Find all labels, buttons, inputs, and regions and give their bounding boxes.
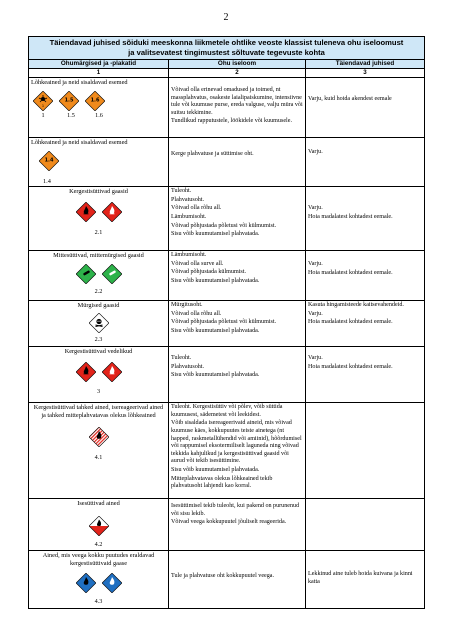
table-row xyxy=(29,251,425,301)
hazard-text: Tuleoht. Kergestisüttiv või põlev, võib süttida kuumusest, sädemetest või leekidest. xyxy=(171,404,283,418)
class-cell xyxy=(29,499,169,551)
guidance-text: Lekkinud aine tuleb hoida kuivana ja kinni katta xyxy=(308,571,413,585)
dangerous-when-wet-blue-icon xyxy=(76,573,96,593)
explosive-1-4-icon xyxy=(39,151,59,171)
page-number: 2 xyxy=(223,12,229,23)
table-row xyxy=(29,78,425,138)
guidance-cell xyxy=(306,347,425,403)
class-code: 1.6 xyxy=(95,111,103,119)
table-row xyxy=(29,138,425,187)
hazard-text: Sisu võib kuumutamisel plahvatada. xyxy=(171,327,260,334)
header-col1: Ohumärgised ja -plakatid xyxy=(29,60,169,69)
class-code: 4.2 xyxy=(94,540,103,548)
hazard-text: Sisu võib kuumutamisel plahvatada. xyxy=(171,231,260,238)
class-code: 4.3 xyxy=(94,598,103,606)
guidance-cell xyxy=(306,251,425,301)
flame-red-white-icon xyxy=(102,202,122,222)
guidance-cell xyxy=(306,403,425,499)
hazard-cell xyxy=(169,187,306,251)
gas-cylinder-green-white-icon xyxy=(102,264,122,284)
hazard-text: Mürgitusoht. xyxy=(171,302,203,309)
hazard-cell xyxy=(169,403,306,499)
hazard-cell xyxy=(169,251,306,301)
skull-toxic-icon xyxy=(89,313,109,333)
label-icons xyxy=(31,567,166,594)
label-icons xyxy=(31,260,166,285)
guidance-text: Hoia madalatest kohtadest eemale. xyxy=(308,213,393,220)
flame-red-icon xyxy=(76,202,96,222)
hazard-text: Võivad põhjustada külmumist. xyxy=(171,269,246,276)
guidance-text: Varju. xyxy=(308,149,323,155)
class-code: 1.4 xyxy=(43,177,51,185)
title-line-1: Täiendavad juhised sõiduki meeskonna liikmetele ohtlike veoste klassist tuleneva ohu iseloomust xyxy=(49,38,404,47)
label-icons xyxy=(31,419,166,448)
guidance-cell xyxy=(306,78,425,138)
guidance-cell xyxy=(306,187,425,251)
explosive-1-5-icon xyxy=(59,91,79,111)
table-row xyxy=(29,499,425,551)
class-cell xyxy=(29,187,169,251)
class-code: 1.5 xyxy=(67,111,75,119)
hazard-text: Võivad olla rõhu all. xyxy=(171,205,222,212)
class-cell xyxy=(29,138,169,187)
hazard-text: Sisu võib kuumutamisel plahvatada. xyxy=(171,277,260,284)
class-cell xyxy=(29,403,169,499)
guidance-table xyxy=(28,36,425,609)
hazard-text: Võivad põhjustada põletusi või külmumist. xyxy=(171,222,277,229)
class-label: Mittesüttivad, mittemürgised gaasid xyxy=(53,252,144,260)
class-code: 2.1 xyxy=(94,228,103,236)
explosive-1-6-icon xyxy=(85,91,105,111)
class-label: Kergestisüttivad tahked ained, isereageerivad ained ja tahked mitteplahvatavas olekus lõhkeained xyxy=(33,404,164,419)
label-icons xyxy=(31,356,166,383)
hazard-text: Mitteplahvatavas olekus lõhkeained tekib plahvatusoht lahjendi kao korral. xyxy=(171,475,273,490)
number-row xyxy=(29,69,425,78)
flammable-solid-striped-icon xyxy=(89,427,109,447)
class-cell xyxy=(29,78,169,138)
flame-red-white-icon xyxy=(102,362,122,382)
table-title xyxy=(29,37,425,60)
class-cell xyxy=(29,347,169,403)
hazard-text: Võivad veega kokkupuutel jõuliselt reageerida. xyxy=(171,519,287,526)
hazard-text: Võivad olla surve all. xyxy=(171,260,224,267)
flame-red-icon xyxy=(76,362,96,382)
guidance-cell xyxy=(306,499,425,551)
class-label: Lõhkeained ja neid sisaldavad esemed xyxy=(31,139,128,146)
hazard-text: Võivad olla rõhu all. xyxy=(171,310,222,317)
header-col2: Ohu iseloom xyxy=(169,60,306,69)
class-label: Kergestisüttivad vedelikud xyxy=(64,348,133,356)
class-code: 1 xyxy=(41,111,45,119)
hazard-text: Tuleoht. xyxy=(171,188,192,195)
dangerous-when-wet-blue-white-icon xyxy=(102,573,122,593)
table-row xyxy=(29,403,425,499)
class-label: Mürgised gaasid xyxy=(77,302,120,310)
hazard-cell xyxy=(169,551,306,609)
gas-cylinder-green-icon xyxy=(76,264,96,284)
hazard-text: Võivad olla erinevad omadused ja toimed, nt massplahvatus, osakeste laialipaiskumine, intensiivne tule või kuumuse purse, ereda valguse, valju müra või suitsu tekkimine. xyxy=(171,87,303,116)
hazard-cell xyxy=(169,301,306,347)
svg-text:1.4: 1.4 xyxy=(44,157,54,164)
guidance-text: Hoia madalatest kohtadest eemale. xyxy=(308,319,393,326)
guidance-cell xyxy=(306,301,425,347)
guidance-text: Varju. xyxy=(308,355,323,362)
hazard-text: Plahvatusoht. xyxy=(171,363,205,370)
table-row xyxy=(29,551,425,609)
hazard-cell xyxy=(169,347,306,403)
label-icons xyxy=(31,196,166,223)
guidance-text: Varju. xyxy=(308,261,323,268)
guidance-text: Varju. xyxy=(308,205,323,212)
guidance-text: Varju, kuid hoida akendest eemale xyxy=(308,96,392,102)
table-row xyxy=(29,187,425,251)
class-label: Ained, mis veega kokku puutudes eraldavad kergestisüttivaid gaase xyxy=(42,552,155,567)
class-cell xyxy=(29,251,169,301)
class-cell xyxy=(29,551,169,609)
hazard-cell xyxy=(169,138,306,187)
class-label: Lõhkeained ja neid sisaldavad esemed xyxy=(31,79,128,86)
guidance-text: Hoia madalatest kohtadest eemale. xyxy=(308,269,393,276)
class-code: 3 xyxy=(96,387,101,395)
label-icons xyxy=(31,310,166,334)
column-number-2: 2 xyxy=(169,69,306,78)
hazard-text: Lämbumisoht. xyxy=(171,213,207,220)
label-icons xyxy=(31,508,166,537)
hazard-text: Tundlikud rapputustele, löökidele või kuumusele. xyxy=(171,118,292,125)
hazard-text: Isesüttimisel tekib tuleoht, kui pakend on purunenud või sisu lekib. xyxy=(171,503,300,517)
hazard-text: Võib sisaldada isereageerivaid aineid, mis võivad kuumuse käes, kokkupuutes teiste ainetega (nt happed, raskmetallühendid või amiinid), hõõrdumisel või rappumisel eksotermiliselt laguneda ning võivad tekkida kahjulikud ja kergestisüttivad gaasid või aurud või tekib isesüttimine. xyxy=(171,420,302,465)
hazard-text: Tule ja plahvatuse oht kokkupuutel veega. xyxy=(171,573,275,580)
hazard-text: Kerge plahvatuse ja süttimise oht. xyxy=(171,151,254,157)
label-icons xyxy=(31,147,166,172)
hazard-cell xyxy=(169,78,306,138)
class-codes xyxy=(31,112,166,120)
hazard-text: Sisu võib kuumutamisel plahvatada. xyxy=(171,372,260,379)
class-cell xyxy=(29,301,169,347)
guidance-text: Kasuta hingamisteede kaitsevahendeid. xyxy=(308,302,404,309)
class-code: 2.2 xyxy=(94,287,103,295)
class-code: 2.3 xyxy=(94,335,103,343)
hazard-text: Sisu võib kuumutamisel plahvatada. xyxy=(171,466,260,473)
explosive-1-icon xyxy=(33,91,53,111)
class-label: Isesüttivad ained xyxy=(77,500,120,508)
table-row xyxy=(29,301,425,347)
guidance-cell xyxy=(306,551,425,609)
hazard-text: Võivad põhjustada põletusi või külmumist. xyxy=(171,319,277,326)
guidance-text: Hoia madalatest kohtadest eemale. xyxy=(308,363,393,370)
class-label: Kergestisüttivad gaasid xyxy=(69,188,128,196)
guidance-text: Varju. xyxy=(308,310,323,317)
spontaneously-combustible-icon xyxy=(89,516,109,536)
table-row xyxy=(29,347,425,403)
svg-text:1.5: 1.5 xyxy=(64,97,74,104)
title-row xyxy=(29,37,425,60)
label-icons xyxy=(31,87,166,112)
column-number-3: 3 xyxy=(306,69,425,78)
class-code: 4.1 xyxy=(94,454,103,462)
guidance-cell xyxy=(306,138,425,187)
header-col3: Täiendavad juhised xyxy=(306,60,425,69)
column-number-1: 1 xyxy=(29,69,169,78)
svg-text:1: 1 xyxy=(41,103,45,108)
hazard-text: Plahvatusoht. xyxy=(171,196,205,203)
svg-text:1.6: 1.6 xyxy=(90,97,100,104)
hazard-text: Tuleoht. xyxy=(171,355,192,362)
header-row xyxy=(29,60,425,69)
hazard-cell xyxy=(169,499,306,551)
title-line-2: ja valitsevatest tingimustest sõltuvate tegevuste kohta xyxy=(128,48,325,57)
hazard-text: Lämbumisoht. xyxy=(171,252,207,259)
